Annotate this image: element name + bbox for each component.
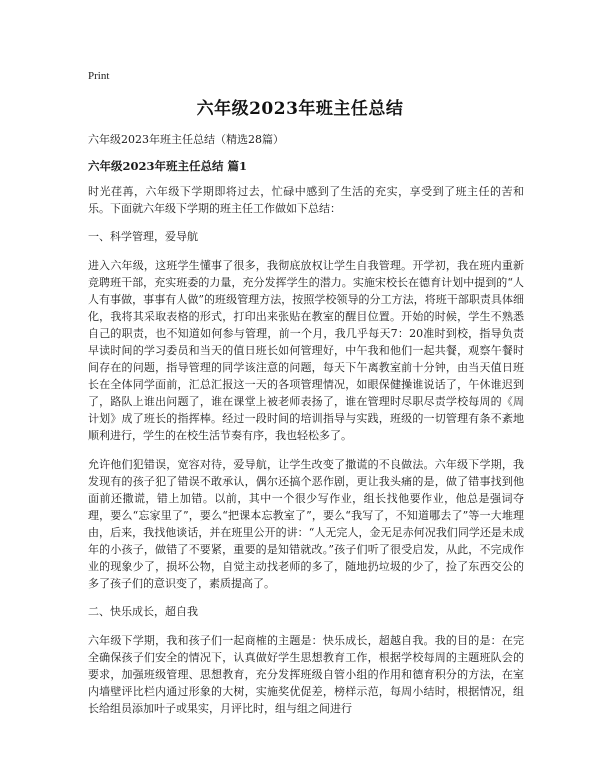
article-body xyxy=(88,132,524,729)
intro-paragraph: 时光荏苒，六年级下学期即将过去，忙碌中感到了生活的充实，享受到了班主任的苦和乐。下面就六年级下学期的班主任工作做如下总结： xyxy=(88,185,524,215)
document-subtitle: 六年级2023年班主任总结（精选28篇） xyxy=(88,133,284,146)
page-title: 六年级2023年班主任总结 xyxy=(196,99,404,119)
section1-paragraph-2: 允许他们犯错误，宽容对待，爱导航，让学生改变了撒谎的不良做法。六年级下学期，我发现有的孩子犯了错误不敢承认，偶尔还搞个恶作剧，更让我头痛的是，做了错事找到他面前还撒谎，错上加错。以前，其中一个很少写作业，组长找他要作业，他总是强词夺理，要么“忘家里了”，要么“把课本忘教室了”，要么“我写了，不知道哪去了”等一大堆理由，后来，我找他谈话，并在班里公开的讲：“人无完人，金无足赤何况我们同学还是未成年的小孩子，做错了不要紧，重要的是知错就改。”孩子们听了很受启发，从此，不完成作业的现象少了，损坏公物，自觉主动找老师的多了，随地扔垃圾的少了，捡了东西交公的多了孩子们的意识变了，素质提高了。 xyxy=(88,458,524,590)
print-link[interactable]: Print xyxy=(88,70,110,82)
section1-paragraph-1: 进入六年级，这班学生懂事了很多，我彻底放权让学生自我管理。开学初，我在班内重新竞聘班干部，充实班委的力量，充分发挥学生的潜力。实施宋校长在德育计划中提到的“人人有事做，事事有人做”的班级管理方法，按照学校领导的分工方法，将班干部职责具体细化，我将其采取表格的形式，打印出来张贴在教室的醒目位置。开始的时候，学生不熟悉自己的职责，也不知道如何参与管理，前一个月，我几乎每天7：20准时到校，指导负责早读时间的学习委员和当天的值日班长如何管理好，中午我和他们一起共餐，观察午餐时间存在的问题，指导管理的同学该注意的问题，每天下午离教室前十分钟，由当天值日班长在全体同学面前，汇总汇报这一天的各项管理情况，如眼保健操谁说话了，午休谁迟到了，路队上谁出问题了，谁在课堂上被老师表扬了，谁在管理时尽职尽责学校每周的《周计划》成了班长的指挥棒。经过一段时间的培训指导与实践，班级的一切管理有条不紊地顺利进行，学生的在校生活节奏有序，我也轻松多了。 xyxy=(88,259,524,442)
section-heading-2: 二、快乐成长，超自我 xyxy=(88,605,198,618)
section2-paragraph-1: 六年级下学期，我和孩子们一起商榷的主题是：快乐成长，超越自我。我的目的是：在完全确保孩子们安全的情况下，认真做好学生思想教育工作，根据学校每周的主题班队会的要求，加强班级管理、思想教育，充分发挥班级自管小组的作用和德育积分的方法，在室内墙壁评比栏内通过形象的大树，实施奖优促差，榜样示范，每周小结时，根据情况，组长给组员添加叶子或果实，月评比时，组与组之间进行 xyxy=(88,634,524,715)
section-heading-1: 一、科学管理，爱导航 xyxy=(88,230,198,243)
article-heading: 六年级2023年班主任总结 篇1 xyxy=(88,159,248,173)
